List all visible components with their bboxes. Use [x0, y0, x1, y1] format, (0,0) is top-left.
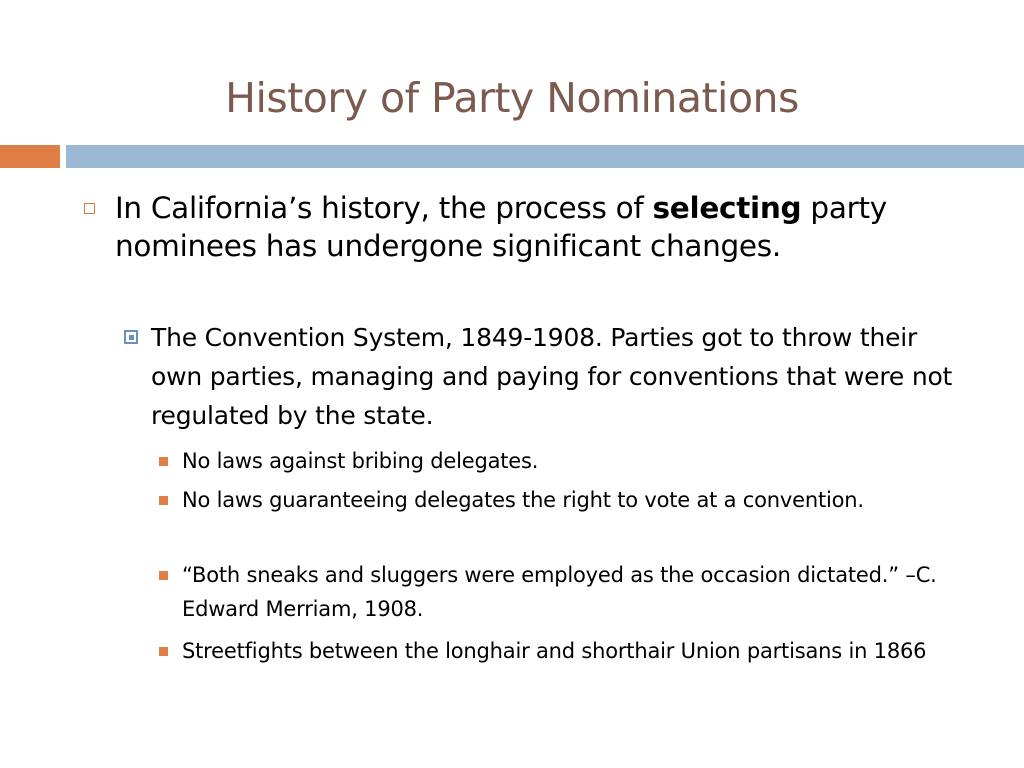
sub-bullet-item: No laws guaranteeing delegates the right to vote at a convention. [182, 488, 864, 512]
filled-square-bullet-icon [159, 571, 168, 580]
bullet-level1 [115, 189, 995, 265]
title-divider-bar [66, 145, 1024, 168]
sub-bullet-item: Streetfights between the longhair and shorthair Union partisans in 1866 [182, 639, 927, 663]
bullet-level1-emphasis: selecting [652, 191, 802, 225]
filled-square-bullet-icon [159, 647, 168, 656]
sub-bullet-item: No laws against bribing delegates. [182, 449, 539, 473]
sub-bullet-item: “Both sneaks and sluggers were employed as the occasion dictated.” –C. Edward Merriam, 1908. [182, 563, 937, 621]
hollow-square-bullet-icon [84, 203, 95, 214]
bullet-level1-text-start: In California’s history, the process of [115, 191, 653, 225]
filled-square-bullet-icon [159, 496, 168, 505]
bullet-level1-text-end: party nominees has undergone significant changes. [115, 191, 887, 263]
framed-square-bullet-icon [124, 330, 138, 344]
filled-square-bullet-icon [159, 457, 168, 466]
bullet-level2: The Convention System, 1849-1908. Parties got to throw their own parties, managing and paying for conventions that were not regulated by the state. [151, 323, 953, 430]
slide-title: History of Party Nominations [225, 74, 799, 122]
title-accent-bar [0, 145, 60, 168]
